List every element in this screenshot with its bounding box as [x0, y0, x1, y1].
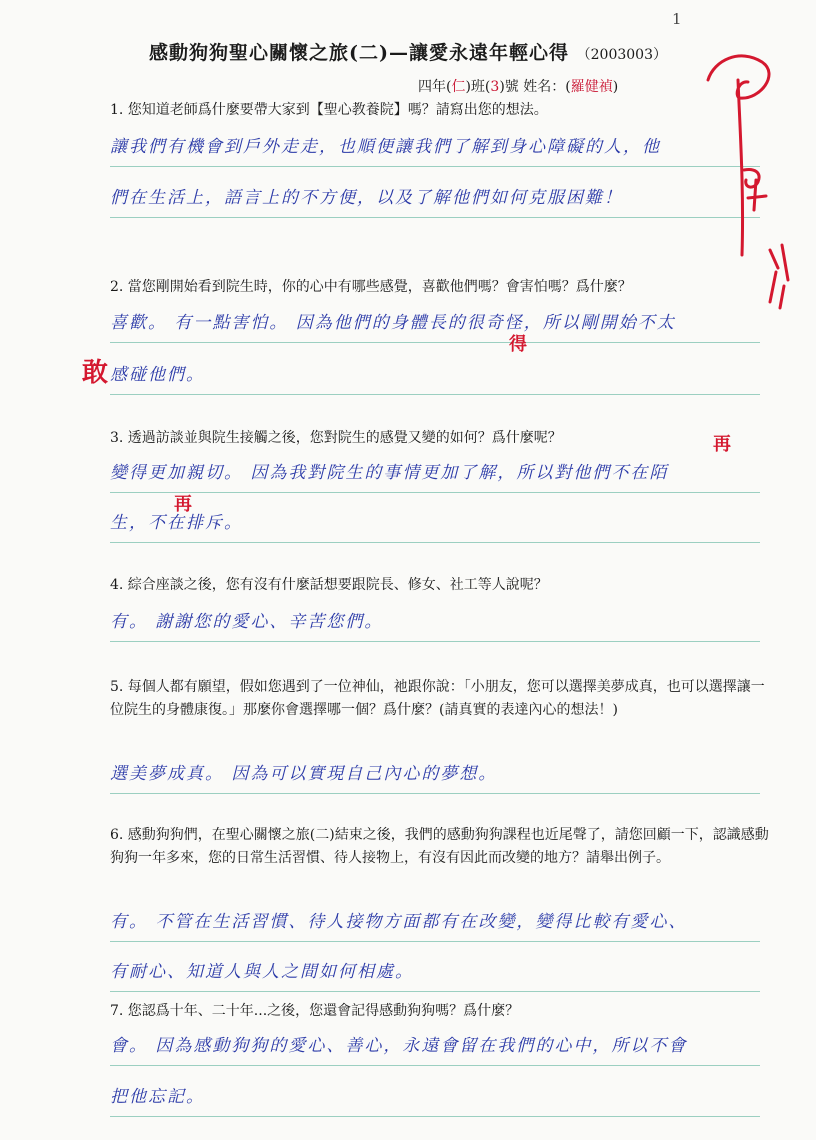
- title-text: 感動狗狗聖心關懷之旅(二)—讓愛永遠年輕心得: [149, 42, 569, 64]
- question-2: 2. 當您剛開始看到院生時，你的心中有哪些感覺，喜歡他們嗎？會害怕嗎？爲什麼？: [110, 279, 632, 295]
- class-number: 仁: [451, 79, 466, 95]
- answer-7-line-1: 會。 因為感動狗狗的愛心、善心，永遠會留在我們的心中，所以不會: [110, 1031, 760, 1066]
- class-mid-label: )班(: [465, 79, 491, 95]
- answer-7-line-2: 把他忘記。: [110, 1082, 760, 1117]
- question-1: 1. 您知道老師爲什麼要帶大家到【聖心教養院】嗎？請寫出您的想法。: [110, 102, 548, 118]
- answer-2-line-1: 喜歡。 有一點害怕。 因為他們的身體長的很奇怪，所以剛開始不太: [110, 308, 760, 343]
- name-suffix: ): [612, 79, 619, 95]
- correction-gan: 敢: [82, 358, 109, 388]
- answer-3-line-1: 變得更加親切。 因為我對院生的事情更加了解，所以對他們不在陌: [110, 458, 760, 493]
- correction-de: 得: [509, 334, 527, 355]
- top-mark: 1: [672, 10, 682, 28]
- seat-number: 3: [490, 79, 500, 95]
- question-4: 4. 綜合座談之後，您有沒有什麼話想要跟院長、修女、社工等人說呢？: [110, 577, 548, 593]
- answer-6-line-1: 有。 不管在生活習慣、待人接物方面都有在改變，變得比較有愛心、: [110, 907, 760, 942]
- answer-4-line-1: 有。 謝謝您的愛心、辛苦您們。: [110, 607, 760, 642]
- question-7: 7. 您認爲十年、二十年...之後，您還會記得感動狗狗嗎？爲什麼？: [110, 1003, 520, 1019]
- question-3: 3. 透過訪談並與院生接觸之後，您對院生的感覺又變的如何？爲什麼呢？: [110, 430, 562, 446]
- answer-1-line-1: 讓我們有機會到戶外走走，也順便讓我們了解到身心障礙的人，他: [110, 132, 760, 167]
- answer-1-line-2: 們在生活上，語言上的不方便，以及了解他們如何克服困難！: [110, 183, 760, 218]
- name-label: )號 姓名：(: [499, 79, 571, 95]
- answer-2-line-2: 感碰他們。: [110, 360, 760, 395]
- question-6: 6. 感動狗狗們，在聖心關懷之旅(二)結束之後，我們的感動狗狗課程也近尾聲了，請您回顧一下，認識感動狗狗一年多來，您的日常生活習慣、待人接物上，有沒有因此而改變的地方？請舉出例子。: [110, 827, 769, 866]
- answer-3-line-2: 生，不在排斥。: [110, 508, 760, 543]
- teacher-signature-mark: [700, 40, 810, 320]
- student-info: [418, 76, 618, 96]
- class-label: 四年(: [418, 79, 452, 95]
- answer-6-line-2: 有耐心、知道人與人之間如何相處。: [110, 957, 760, 992]
- correction-zai-2: 再: [174, 494, 192, 515]
- page-title: [0, 38, 816, 65]
- answer-5-line-1: 選美夢成真。 因為可以實現自己內心的夢想。: [110, 759, 760, 794]
- question-5: 5. 每個人都有願望，假如您遇到了一位神仙，祂跟你說：「小朋友，您可以選擇美夢成真，也可以選擇讓一位院生的身體康復。」那麼你會選擇哪一個？爲什麼？(請真實的表達內心的想法！): [110, 679, 765, 718]
- worksheet-code: （2003003）: [576, 47, 667, 63]
- correction-zai-1: 再: [713, 434, 731, 455]
- student-name: 羅健禎: [570, 79, 613, 95]
